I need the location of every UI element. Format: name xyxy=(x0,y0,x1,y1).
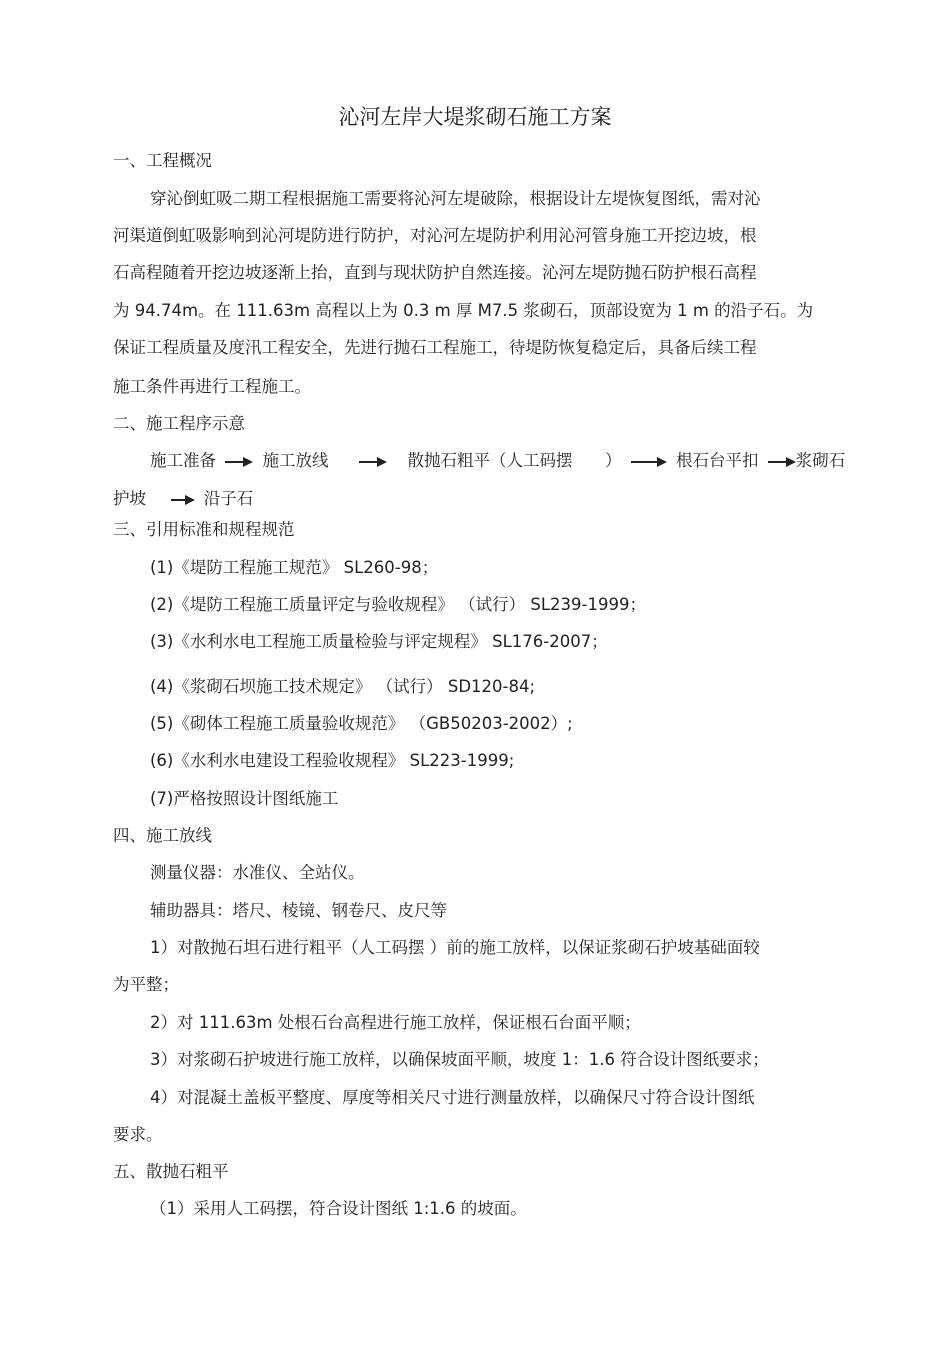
standard-item: (1)《堤防工程施工规范》 SL260-98； xyxy=(150,558,439,577)
right-arrow-icon xyxy=(359,457,387,467)
right-arrow-icon xyxy=(631,457,667,467)
section-heading-procedure: 二、施工程序示意 xyxy=(113,414,245,433)
right-arrow-icon xyxy=(225,457,253,467)
right-arrow-icon xyxy=(768,457,796,467)
paragraph-line: 河渠道倒虹吸影响到沁河堤防进行防护，对沁河左堤防护利用沁河管身施工开挖边坡，根 xyxy=(113,226,757,245)
paragraph-line: （1）采用人工码摆，符合设计图纸 1:1.6 的坡面。 xyxy=(150,1199,527,1218)
step-label: 浆砌石 xyxy=(795,451,846,470)
paragraph-line: 3）对浆砌石护坡进行施工放样，以确保坡面平顺，坡度 1：1.6 符合设计图纸要求； xyxy=(150,1050,769,1069)
paragraph-line: 4）对混凝土盖板平整度、厚度等相关尺寸进行测量放样，以确保尺寸符合设计图纸 xyxy=(150,1088,755,1107)
paragraph-line: 石高程随着开挖边坡逐渐上抬，直到与现状防护自然连接。沁河左堤防抛石防护根石高程 xyxy=(113,263,757,282)
paragraph-line: 穿沁倒虹吸二期工程根据施工需要将沁河左堤破除，根据设计左堤恢复图纸，需对沁 xyxy=(150,189,761,208)
paragraph-line: 测量仪器：水准仪、全站仪。 xyxy=(150,863,365,882)
paragraph-line: 要求。 xyxy=(113,1125,163,1144)
step-label: 施工放线 xyxy=(262,451,329,470)
standard-item: (5)《砌体工程施工质量验收规范》 （GB50203-2002）; xyxy=(150,714,573,733)
paragraph-line: 1）对散抛石坦石进行粗平（人工码摆 ）前的施工放样，以保证浆砌石护坡基础面较 xyxy=(150,938,760,957)
document-title: 沁河左岸大堤浆砌石施工方案 xyxy=(338,105,612,129)
step-label: 根石台平扣 xyxy=(676,451,759,470)
paragraph-line: 为 94.74m。在 111.63m 高程以上为 0.3 m 厚 M7.5 浆砌石，顶部设宽为 1 m 的沿子石。为 xyxy=(113,301,814,320)
section-heading-riprap: 五、散抛石粗平 xyxy=(113,1162,229,1181)
paragraph-line: 2）对 111.63m 处根石台高程进行施工放样，保证根石台面平顺； xyxy=(150,1013,641,1032)
section-heading-standards: 三、引用标准和规程规范 xyxy=(113,520,295,539)
standard-item: (3)《水利水电工程施工质量检验与评定规程》 SL176-2007； xyxy=(150,632,608,651)
procedure-flow-line xyxy=(113,488,253,510)
standard-item: (2)《堤防工程施工质量评定与验收规程》 （试行） SL239-1999； xyxy=(150,595,646,614)
standard-item: (4)《浆砌石坝施工技术规定》 （试行） SD120-84; xyxy=(150,677,536,696)
step-label: 护坡 xyxy=(113,489,146,508)
paragraph-line: 保证工程质量及度汛工程安全，先进行抛石工程施工，待堤防恢复稳定后，具备后续工程 xyxy=(113,338,757,357)
step-label: 散抛石粗平（人工码摆 xyxy=(407,451,573,470)
step-label: ） xyxy=(605,451,622,470)
standard-item: (7)严格按照设计图纸施工 xyxy=(150,789,339,808)
right-arrow-icon xyxy=(171,495,195,505)
section-heading-overview: 一、工程概况 xyxy=(113,151,212,170)
standard-item: (6)《水利水电建设工程验收规程》 SL223-1999; xyxy=(150,751,515,770)
procedure-flow-line xyxy=(150,450,845,472)
step-label: 沿子石 xyxy=(203,489,254,508)
paragraph-line: 施工条件再进行工程施工。 xyxy=(113,377,311,396)
section-heading-layout: 四、施工放线 xyxy=(113,826,212,845)
paragraph-line: 辅助器具：塔尺、棱镜、钢卷尺、皮尺等 xyxy=(150,901,447,920)
step-label: 施工准备 xyxy=(150,451,216,470)
paragraph-line: 为平整； xyxy=(113,975,179,994)
